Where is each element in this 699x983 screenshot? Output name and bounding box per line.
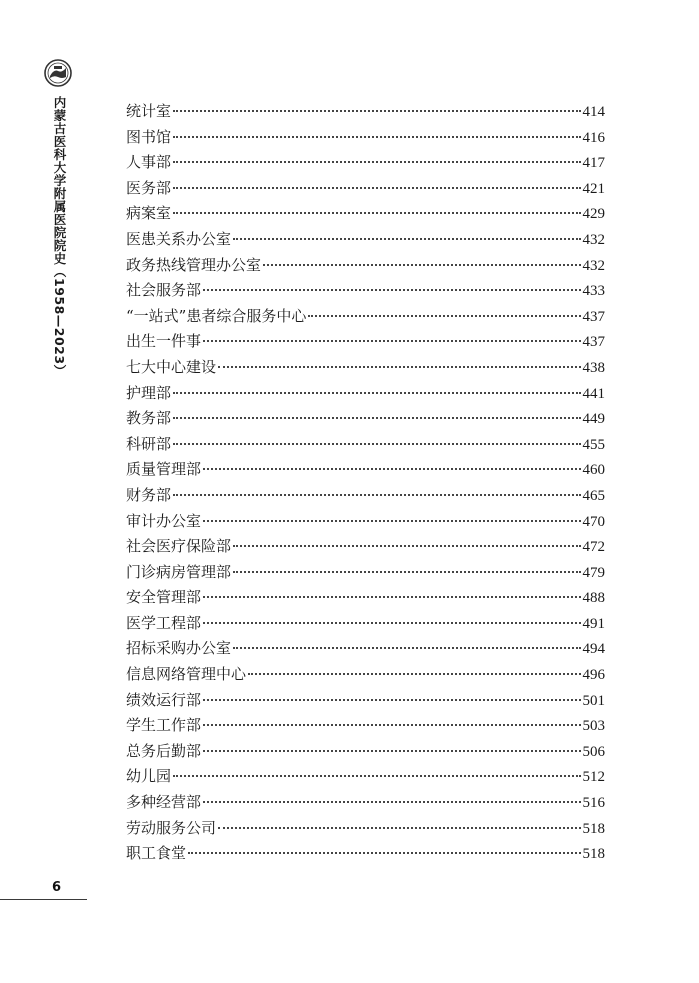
dot-leader [203,520,580,522]
toc-entry-title: 招标采购办公室 [126,639,232,658]
book-title-spine: 内蒙古医科大学附属医院院史（1958—2023） [52,96,67,378]
dot-leader [203,340,580,342]
toc-entry-title: 财务部 [126,485,172,504]
toc-entry-page: 432 [582,231,605,248]
toc-entry-page: 433 [582,283,605,300]
toc-entry-title: 人事部 [126,153,172,172]
toc-entry-page: 449 [582,411,605,428]
toc-entry [126,253,605,279]
toc-entry-title: 劳动服务公司 [126,818,217,837]
toc-entry [126,713,605,739]
toc-entry-page: 518 [582,846,605,863]
toc-entry [126,457,605,483]
toc-entry [126,432,605,458]
toc-entry-title: 社会服务部 [126,281,202,300]
toc-entry [126,381,605,407]
dot-leader [203,699,580,701]
toc-entry-page: 518 [582,820,605,837]
toc-entry-title: 审计办公室 [126,511,202,530]
toc-entry-page: 455 [582,436,605,453]
dot-leader [203,289,580,291]
dot-leader [203,622,580,624]
toc-entry-page: 438 [582,359,605,376]
toc-entry-title: 护理部 [126,383,172,402]
toc-entry-page: 460 [582,462,605,479]
page-number: 6 [52,880,62,895]
toc-entry-page: 491 [582,615,605,632]
dot-leader [188,852,580,854]
toc-entry-title: 总务后勤部 [126,741,202,760]
toc-entry [126,739,605,765]
dot-leader [233,545,580,547]
dot-leader [173,443,580,445]
toc-entry-page: 416 [582,129,605,146]
toc-entry [126,355,605,381]
toc-entry [126,636,605,662]
toc-entry [126,662,605,688]
toc-entry-page: 494 [582,641,605,658]
toc-entry [126,99,605,125]
dot-leader [203,596,580,598]
table-of-contents [126,99,605,867]
dot-leader [173,136,580,138]
toc-entry-title: 职工食堂 [126,844,187,863]
toc-entry [126,764,605,790]
dot-leader [173,775,580,777]
toc-entry [126,841,605,867]
toc-entry-page: 414 [582,104,605,120]
toc-entry-title: 信息网络管理中心 [126,665,247,684]
toc-entry-title: 图书馆 [126,127,172,146]
toc-entry [126,534,605,560]
toc-entry [126,150,605,176]
dot-leader [203,750,580,752]
toc-entry-page: 472 [582,539,605,556]
toc-entry-page: 470 [582,513,605,530]
toc-entry-title: 医学工程部 [126,613,202,632]
toc-entry [126,560,605,586]
toc-entry-page: 417 [582,155,605,172]
dot-leader [248,673,580,675]
dot-leader [218,366,580,368]
toc-entry [126,790,605,816]
toc-entry [126,509,605,535]
toc-entry [126,483,605,509]
toc-entry-page: 432 [582,257,605,274]
toc-entry [126,585,605,611]
toc-entry [126,816,605,842]
dot-leader [173,212,580,214]
toc-entry-title: 多种经营部 [126,793,202,812]
footer-rule [0,899,87,900]
toc-entry-page: 421 [582,180,605,197]
toc-entry-page: 501 [582,692,605,709]
toc-entry-title: 病案室 [126,204,172,223]
toc-entry-page: 441 [582,385,605,402]
toc-entry-title: 门诊病房管理部 [126,562,232,581]
toc-entry [126,329,605,355]
toc-entry-page: 488 [582,590,605,607]
toc-entry [126,278,605,304]
toc-entry-title: 学生工作部 [126,716,202,735]
toc-entry-page: 465 [582,487,605,504]
toc-entry-page: 437 [582,334,605,351]
toc-entry [126,611,605,637]
dot-leader [203,724,580,726]
toc-entry [126,304,605,330]
toc-entry-title: 出生一件事 [126,332,202,351]
toc-entry [126,125,605,151]
dot-leader [203,801,580,803]
dot-leader [203,468,580,470]
toc-entry [126,176,605,202]
dot-leader [218,827,580,829]
university-seal-icon [44,59,72,87]
toc-entry-page: 516 [582,795,605,812]
dot-leader [233,571,580,573]
dot-leader [233,647,580,649]
dot-leader [173,417,580,419]
toc-entry-title: 安全管理部 [126,588,202,607]
dot-leader [233,238,580,240]
toc-entry-page: 479 [582,564,605,581]
dot-leader [173,187,580,189]
toc-entry-title: 政务热线管理办公室 [126,255,262,274]
toc-entry-title: 教务部 [126,409,172,428]
dot-leader [173,110,580,112]
toc-entry-title: 社会医疗保险部 [126,537,232,556]
dot-leader [173,494,580,496]
toc-entry-title: 医务部 [126,178,172,197]
dot-leader [308,315,580,317]
toc-entry-page: 429 [582,206,605,223]
toc-entry-page: 437 [582,308,605,325]
toc-entry-title: 绩效运行部 [126,690,202,709]
toc-entry-title: 七大中心建设 [126,357,217,376]
toc-entry [126,688,605,714]
toc-entry-title: 科研部 [126,434,172,453]
toc-entry-page: 506 [582,743,605,760]
dot-leader [173,392,580,394]
toc-entry [126,201,605,227]
toc-entry-title: 幼儿园 [126,767,172,786]
toc-entry [126,227,605,253]
dot-leader [263,264,580,266]
toc-entry-title: 统计室 [126,102,172,120]
toc-entry-page: 496 [582,667,605,684]
toc-entry-title: “一站式”患者综合服务中心 [126,306,307,325]
toc-entry [126,406,605,432]
toc-entry-page: 503 [582,718,605,735]
toc-entry-title: 质量管理部 [126,460,202,479]
dot-leader [173,161,580,163]
toc-entry-title: 医患关系办公室 [126,229,232,248]
toc-entry-page: 512 [582,769,605,786]
